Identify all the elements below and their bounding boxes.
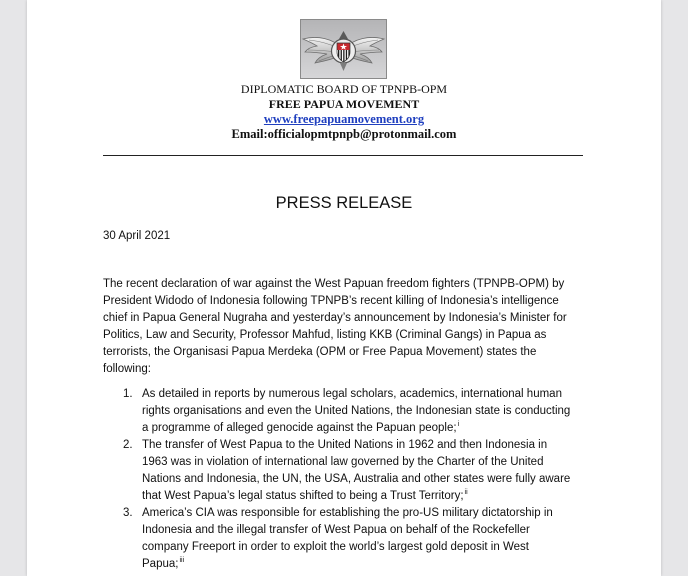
intro-line: following: <box>103 363 151 375</box>
list-item-line: 1963 was in violation of international law governed by the Charter of the United <box>142 456 544 468</box>
intro-line: chief in Papua General Nugraha and yesterday’s announcement by Indonesia’s Minister for <box>103 312 567 324</box>
website-link[interactable]: www.freepapuamovement.org <box>263 112 425 126</box>
letterhead-divider <box>103 155 583 156</box>
winged-emblem-icon <box>300 19 387 79</box>
list-item-line: As detailed in reports by numerous legal scholars, academics, international human <box>142 388 562 400</box>
release-date: 30 April 2021 <box>103 230 171 242</box>
intro-line: terrorists, the Organisasi Papua Merdeka (OPM or Free Papua Movement) states the <box>103 346 537 358</box>
page-title: PRESS RELEASE <box>275 194 413 212</box>
document-page <box>27 0 661 576</box>
list-item-number: 3. <box>123 507 133 519</box>
list-item-line-last <box>142 556 570 573</box>
letterhead-org-line: DIPLOMATIC BOARD OF TPNPB-OPM <box>240 82 448 96</box>
letterhead-website-row <box>27 112 661 127</box>
numbered-list <box>123 386 570 573</box>
intro-line: The recent declaration of war against the West Papuan freedom fighters (TPNPB-OPM) by <box>103 278 565 290</box>
letterhead-email: Email:officialopmtpnpb@protonmail.com <box>231 127 457 141</box>
list-item-number: 2. <box>123 439 133 451</box>
intro-line: President Widodo of Indonesia following TPNPB’s recent killing of Indonesia’s intelligence <box>103 295 559 307</box>
list-item-line: company Freeport in order to exploit the world’s largest gold deposit in West <box>142 541 529 553</box>
list-item-line: America’s CIA was responsible for establishing the pro-US military dictatorship in <box>142 507 553 519</box>
list-item <box>123 386 570 437</box>
list-item-line: The transfer of West Papua to the United Nations in 1962 and then Indonesia in <box>142 439 548 451</box>
list-item-line: that West Papua’s legal status shifted to being a Trust Territory; <box>142 490 464 502</box>
footnote-marker[interactable]: i <box>457 421 460 428</box>
list-item-line-last <box>142 420 570 437</box>
list-item-line: Papua; <box>142 558 179 570</box>
footnote-marker[interactable]: iii <box>179 557 185 564</box>
list-item-line: rights organisations and even the United Nations, the Indonesian state is conducting <box>142 405 571 417</box>
list-item-line: Nations and Indonesia, the UN, the USA, Australia and other states were fully aware <box>142 473 571 485</box>
intro-paragraph <box>103 276 567 378</box>
list-item <box>123 437 570 505</box>
list-item <box>123 505 570 573</box>
list-item-line-last <box>142 488 570 505</box>
intro-line: Politics, Law and Security, Professor Mahfud, listing KKB (Criminal Gangs) in Papua as <box>103 329 547 341</box>
list-item-number: 1. <box>123 388 133 400</box>
letterhead-movement: FREE PAPUA MOVEMENT <box>268 97 420 111</box>
list-item-line: Indonesia and the illegal transfer of West Papua on behalf of the Rockefeller <box>142 524 530 536</box>
list-item-line: a programme of alleged genocide against the Papuan people; <box>142 422 457 434</box>
footnote-marker[interactable]: ii <box>464 489 468 496</box>
